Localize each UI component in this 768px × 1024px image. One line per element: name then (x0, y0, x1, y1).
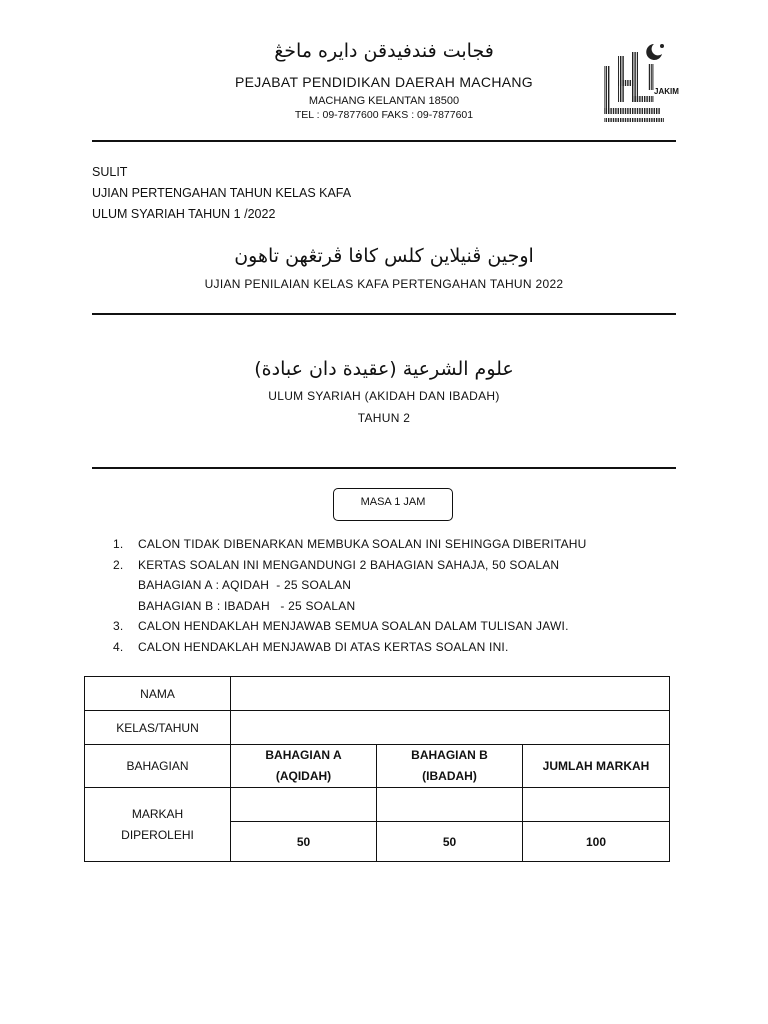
exam-title: UJIAN PENILAIAN KELAS KAFA PERTENGAHAN TAHUN 2022 (204, 277, 564, 291)
max-markah-a: 50 (231, 822, 377, 862)
table-row (85, 745, 670, 788)
divider (92, 467, 676, 469)
instruction-text: CALON HENDAKLAH MENJAWAB DI ATAS KERTAS SOALAN INI. (138, 639, 509, 654)
table-row (85, 677, 670, 711)
divider (92, 313, 676, 315)
duration-label: MASA 1 JAM (360, 495, 426, 508)
bahagian-b-name: BAHAGIAN B (411, 748, 488, 762)
nama-field[interactable] (231, 677, 670, 711)
instruction-text: CALON HENDAKLAH MENJAWAB SEMUA SOALAN DALAM TULISAN JAWI. (138, 619, 569, 634)
subject-title-jawi: علوم الشرعية (عقيدة دان عبادة) (254, 358, 514, 380)
table-row (85, 711, 670, 745)
jumlah-markah-header: JUMLAH MARKAH (523, 745, 670, 788)
markah-a-field[interactable] (231, 788, 377, 822)
instruction-item (113, 555, 673, 576)
office-contact: TEL : 09-7877600 FAKS : 09-7877601 (294, 109, 474, 121)
logo-label: JAKIM (654, 87, 679, 96)
bahagian-a-name: BAHAGIAN A (265, 748, 342, 762)
instruction-text: BAHAGIAN B : IBADAH - 25 SOALAN (138, 598, 356, 613)
nama-label: NAMA (85, 677, 231, 711)
instruction-item (113, 534, 673, 555)
max-markah-b: 50 (377, 822, 523, 862)
kelas-field[interactable] (231, 711, 670, 745)
instruction-text: BAHAGIAN A : AQIDAH - 25 SOALAN (138, 578, 352, 593)
office-name-jawi: فجابت فندفيدقن دايره ماخڠ (274, 40, 494, 62)
bahagian-label: BAHAGIAN (85, 745, 231, 788)
instruction-subitem (113, 575, 673, 596)
instruction-text: CALON TIDAK DIBENARKAN MEMBUKA SOALAN INI SEHINGGA DIBERITAHU (138, 537, 587, 552)
markah-b-field[interactable] (377, 788, 523, 822)
classification-label: SULIT (92, 165, 128, 179)
office-name: PEJABAT PENDIDIKAN DAERAH MACHANG (235, 74, 533, 90)
instruction-number: 1. (113, 537, 124, 552)
office-address: MACHANG KELANTAN 18500 (308, 95, 460, 107)
exam-title-jawi: اوجين ڤنيلاين كلس كافا ڤرتڠهن تاهون (234, 245, 534, 267)
markah-label-line1: MARKAH (131, 806, 184, 821)
duration-box (333, 488, 453, 521)
jakim-logo-icon (596, 40, 679, 124)
kelas-label: KELAS/TAHUN (85, 711, 231, 745)
markah-label-line2: DIPEROLEHI (121, 827, 194, 842)
instruction-number: 4. (113, 639, 124, 654)
subject-title: ULUM SYARIAH (AKIDAH DAN IBADAH) (268, 389, 500, 403)
instruction-subitem (113, 596, 673, 617)
bahagian-a-topic: (AQIDAH) (275, 769, 332, 783)
table-row (85, 788, 670, 822)
bahagian-b-topic: (IBADAH) (422, 769, 477, 783)
markah-total-field[interactable] (523, 788, 670, 822)
candidate-info-table (84, 676, 670, 862)
markah-label (85, 788, 231, 862)
instruction-item (113, 616, 673, 637)
instruction-text: KERTAS SOALAN INI MENGANDUNGI 2 BAHAGIAN SAHAJA, 50 SOALAN (138, 557, 560, 572)
max-markah-total: 100 (523, 822, 670, 862)
bahagian-a-header (231, 745, 377, 788)
instruction-item (113, 637, 673, 658)
instruction-number: 2. (113, 557, 124, 572)
subject-code-line: ULUM SYARIAH TAHUN 1 /2022 (92, 207, 276, 221)
bahagian-b-header (377, 745, 523, 788)
instructions-list (113, 534, 673, 657)
jakim-logo (596, 40, 679, 124)
subject-year: TAHUN 2 (357, 411, 411, 425)
exam-name-line: UJIAN PERTENGAHAN TAHUN KELAS KAFA (92, 186, 352, 200)
divider (92, 140, 676, 142)
instruction-number: 3. (113, 619, 124, 634)
